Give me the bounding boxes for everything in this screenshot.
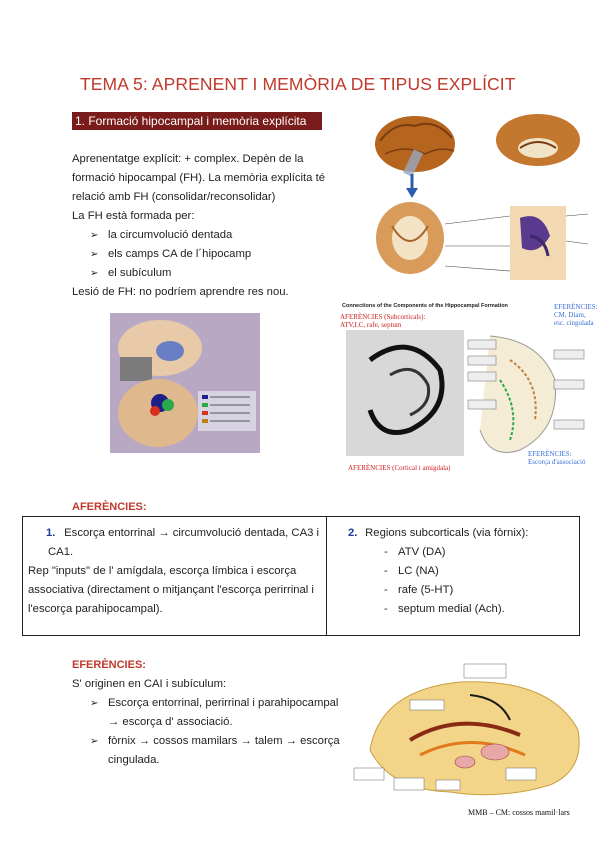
item-text: Regions subcorticals (via fòrnix): <box>365 527 529 539</box>
afferent-paragraph: Rep "inputs" de l' amígdala, escorça límbica i escorça associativa (directament o mitjançant l'escorça perirrinal i l'escorça parahipocampal). <box>28 565 314 615</box>
afferent-item-2 <box>348 524 573 543</box>
brain-slices-illustration <box>110 313 260 453</box>
efferents-top-sublabel2: esc. cingulada <box>554 319 594 327</box>
afferents-top-label: AFERÈNCIES (Subcorticals): <box>340 313 426 321</box>
brain-slices-figure <box>110 313 260 453</box>
list-item: - septum medial (Ach). <box>348 600 573 619</box>
list-item: ➢ Escorça entorrinal, perirrinal i parahipocampal → escorça d' associació. <box>72 694 352 732</box>
item-text: Escorça entorrinal → circumvolució dentada, CA3 i CA1. <box>48 527 320 558</box>
list-item: - LC (NA) <box>348 562 573 581</box>
intro-text <box>72 150 342 302</box>
section-heading: 1. Formació hipocampal i memòria explícita <box>72 112 322 130</box>
list-item: - rafe (5-HT) <box>348 581 573 600</box>
sagittal-brain-diagram <box>350 660 590 820</box>
sagittal-caption: MMB – CM: cossos mamil·lars <box>468 808 570 817</box>
lesion-note: Lesió de FH: no podríem aprendre res nou. <box>72 286 289 298</box>
efferents-heading: EFERÈNCIES: <box>72 659 146 671</box>
list-item: ➢ el subículum <box>72 264 342 283</box>
hippocampal-connections-figure <box>340 300 598 475</box>
list-item: ➢ els camps CA de l´hipocamp <box>72 245 342 264</box>
brain-anatomy-illustration <box>370 106 592 284</box>
table-divider <box>326 516 327 636</box>
afferents-top-sublabel: ATV,LC, rafe, septum <box>340 321 402 329</box>
hippocampal-connections-diagram <box>340 300 598 475</box>
item-number: 2. <box>348 527 358 539</box>
list-item: ➢ fòrnix → cossos mamilars → talem → escorça cingulada. <box>72 732 352 770</box>
afferents-cortical <box>28 524 323 619</box>
sagittal-brain-figure <box>350 660 590 820</box>
diagram-title: Connections of the Components of the Hippocampal Formation <box>342 303 508 309</box>
efferents-top-label: EFERÈNCIES: <box>554 303 598 311</box>
list-item: - ATV (DA) <box>348 543 573 562</box>
page-title: TEMA 5: APRENENT I MEMÒRIA DE TIPUS EXPLÍCIT <box>80 74 516 94</box>
item-number: 1. <box>46 527 56 539</box>
fh-composition: La FH està formada per: <box>72 210 195 222</box>
afferents-heading: AFERÈNCIES: <box>72 501 147 513</box>
afferents-bottom-label: AFERÈNCIES (Cortical i amígdala) <box>348 464 451 472</box>
efferents-text <box>72 675 352 770</box>
efferents-intro: S' originen en CAI i subículum: <box>72 678 227 690</box>
efferents-bottom-label: EFERÈNCIES: <box>528 450 572 458</box>
brain-anatomy-figure <box>370 106 592 284</box>
intro-paragraph: Aprenentatge explícit: + complex. Depèn de la formació hipocampal (FH). La memòria explícita té relació amb FH (consolidar/reconsolidar) <box>72 153 326 203</box>
afferent-item-1 <box>28 524 323 562</box>
efferents-bottom-sublabel: Escorça d'associació <box>528 458 586 466</box>
list-item: ➢ la circumvolució dentada <box>72 226 342 245</box>
afferents-subcortical <box>348 524 573 619</box>
efferents-top-sublabel: CM, Diam, <box>554 311 586 319</box>
